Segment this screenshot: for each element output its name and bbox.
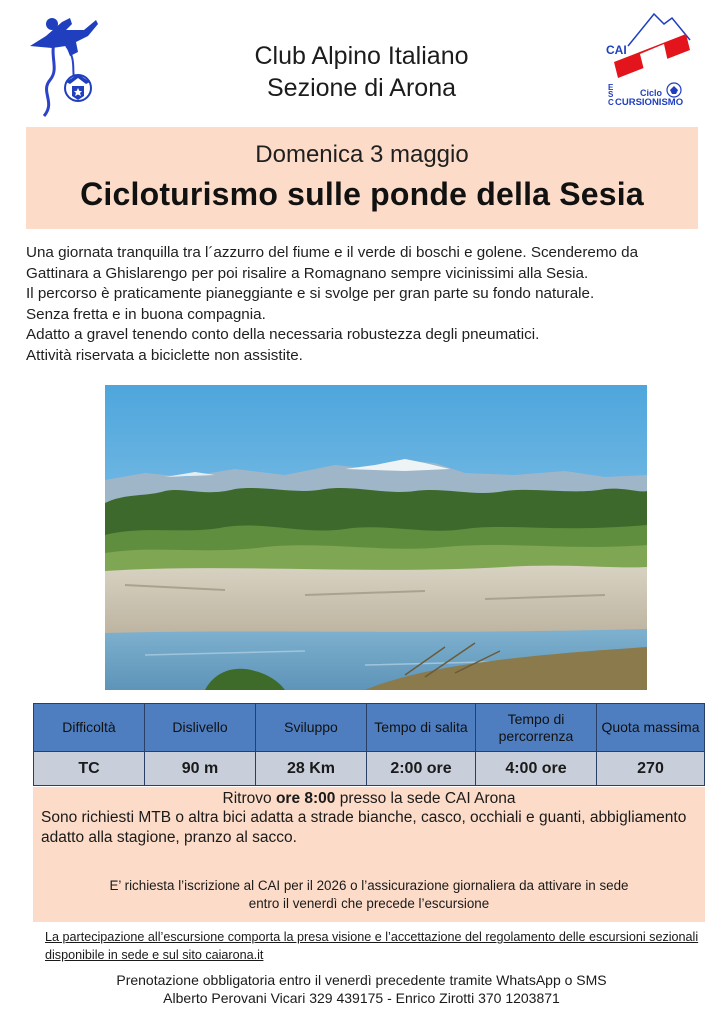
description-line: Gattinara a Ghislarengo per poi risalire a Romagnano sempre vicinissimi alla Sesia.: [26, 264, 589, 282]
value-tempo-percorrenza: 4:00 ore: [476, 752, 597, 786]
header-dislivello: Dislivello: [145, 704, 256, 752]
meeting-place: presso la sede CAI Arona: [339, 790, 516, 807]
contacts-info: Alberto Perovani Vicari 329 439175 - Enrico Zirotti 370 1203871: [163, 990, 560, 1006]
meeting-prefix: Ritrovo: [222, 790, 272, 807]
insurance-note: [33, 877, 705, 913]
header-tempo-salita: Tempo di salita: [367, 704, 476, 752]
event-title: Cicloturismo sulle ponde della Sesia: [80, 176, 644, 212]
header-tempo-percorrenza: Tempo di percorrenza: [476, 704, 597, 752]
description-line: Senza fretta e in buona compagnia.: [26, 305, 266, 323]
logo-letter-e: E: [608, 83, 614, 92]
table-row: [34, 752, 705, 786]
meeting-line: [33, 790, 705, 808]
description-line: Adatto a gravel tenendo conto della necessaria robustezza degli pneumatici.: [26, 326, 540, 343]
insurance-line: entro il venerdì che precede l’escursione: [248, 896, 490, 911]
logo-ciclo-text: Ciclo: [640, 88, 663, 98]
meeting-time: ore 8:00: [275, 790, 336, 807]
insurance-line: E’ richiesta l’iscrizione al CAI per il 2026 o l’assicurazione giornaliera da attivare in sede: [109, 878, 629, 893]
club-name: Club Alpino Italiano: [254, 42, 469, 70]
value-quota-massima: 270: [597, 752, 705, 786]
logo-cai-text: CAI: [606, 43, 627, 57]
event-description: [26, 243, 706, 366]
header-difficolta: Difficoltà: [34, 704, 145, 752]
description-line: Il percorso è praticamente pianeggiante e si svolge per gran parte su fondo naturale.: [26, 285, 595, 302]
info-table: [33, 703, 705, 786]
value-sviluppo: 28 Km: [256, 752, 367, 786]
event-date: Domenica 3 maggio: [255, 141, 469, 168]
regulation-notice: La partecipazione all’escursione comporta la presa visione e l’accettazione del regolamento delle escursioni sezionali disponibile in sede e sul sito caiarona.it: [45, 930, 699, 962]
logo-letter-s: S: [608, 90, 614, 99]
river-landscape-photo: [105, 385, 647, 690]
cai-cicloescursionismo-logo: [600, 10, 694, 108]
notes-band: [33, 787, 705, 922]
logo-letter-c: C: [608, 98, 614, 107]
header-quota-massima: Quota massima: [597, 704, 705, 752]
header-sviluppo: Sviluppo: [256, 704, 367, 752]
club-section: Sezione di Arona: [266, 74, 457, 102]
booking-info: Prenotazione obbligatoria entro il venerdì precedente tramite WhatsApp o SMS: [116, 972, 607, 988]
logo-cursionismo-text: CURSIONISMO: [615, 97, 684, 108]
title-band: [26, 127, 698, 229]
table-header-row: [34, 704, 705, 752]
value-tempo-salita: 2:00 ore: [367, 752, 476, 786]
value-dislivello: 90 m: [145, 752, 256, 786]
equipment-requirements: Sono richiesti MTB o altra bici adatta a strade bianche, casco, occhiali e guanti, abbigliamento adatto alla stagione, pranzo al sacco.: [41, 809, 687, 846]
description-line: Una giornata tranquilla tra l´azzurro del fiume e il verde di boschi e golene. Scenderemo da: [26, 244, 639, 261]
value-difficolta: TC: [34, 752, 145, 786]
description-line: Attività riservata a biciclette non assistite.: [26, 346, 303, 364]
